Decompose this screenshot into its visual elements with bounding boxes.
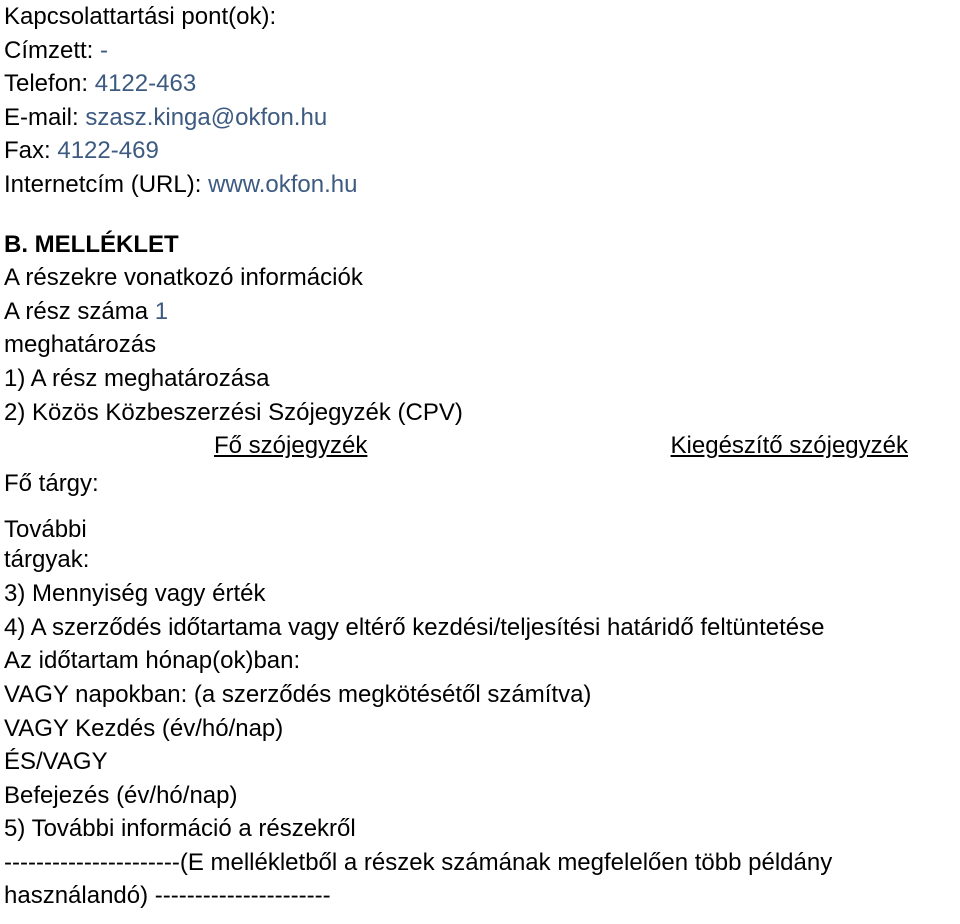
part-number-line (4, 295, 960, 329)
phone-label: Telefon: (4, 70, 89, 98)
url-line (4, 168, 960, 202)
fax-value: 4122-469 (57, 137, 159, 165)
end-date: Befejezés (év/hó/nap) (4, 781, 238, 809)
email-label: E-mail: (4, 103, 79, 131)
email-value[interactable]: szasz.kinga@okfon.hu (85, 103, 328, 131)
part-number-label: A rész száma (4, 297, 149, 325)
and-or: ÉS/VAGY (4, 748, 108, 776)
cpv-table (4, 429, 960, 577)
url-label: Internetcím (URL): (4, 170, 202, 198)
recipient-label: Címzett: (4, 36, 94, 64)
item-3-quantity: 3) Mennyiség vagy érték (4, 580, 266, 608)
annex-title: B. MELLÉKLET (4, 230, 179, 258)
phone-line (4, 67, 960, 101)
email-line (4, 101, 960, 135)
item-2-cpv: 2) Közös Közbeszerzési Szójegyzék (CPV) (4, 398, 463, 426)
url-value[interactable]: www.okfon.hu (208, 170, 358, 198)
contact-heading: Kapcsolattartási pont(ok): (4, 3, 277, 30)
section-spacer (4, 202, 960, 228)
cpv-col-main-vocabulary: Fő szójegyzék (214, 432, 368, 460)
duration-months: Az időtartam hónap(ok)ban: (4, 647, 301, 675)
annex-subtitle: A részekre vonatkozó információk (4, 264, 363, 292)
definition-label: meghatározás (4, 331, 157, 359)
cpv-col-supplementary-vocabulary: Kiegészítő szójegyzék (670, 432, 908, 460)
item-1-definition: 1) A rész meghatározása (4, 364, 270, 392)
cpv-row-main-object: Fő tárgy: (4, 470, 99, 498)
document-page (4, 0, 960, 913)
item-5-additional-info: 5) További információ a részekről (4, 815, 356, 843)
item-4-duration: 4) A szerződés időtartama vagy eltérő kezdési/teljesítési határidő feltüntetése (4, 613, 825, 641)
phone-value: 4122-463 (94, 70, 197, 98)
start-date: VAGY Kezdés (év/hó/nap) (4, 714, 284, 742)
fax-line (4, 134, 960, 168)
part-number-value: 1 (154, 297, 169, 325)
duration-days: VAGY napokban: (a szerződés megkötésétől számítva) (4, 680, 592, 708)
fax-label: Fax: (4, 137, 51, 165)
recipient-value: - (100, 36, 109, 64)
cpv-row-additional-objects: További tárgyak: (4, 516, 90, 574)
footer-note: ----------------------(E mellékletből a részek számának megfelelően több példány használandó) ---------------------- (4, 848, 833, 910)
recipient-line (4, 34, 960, 68)
